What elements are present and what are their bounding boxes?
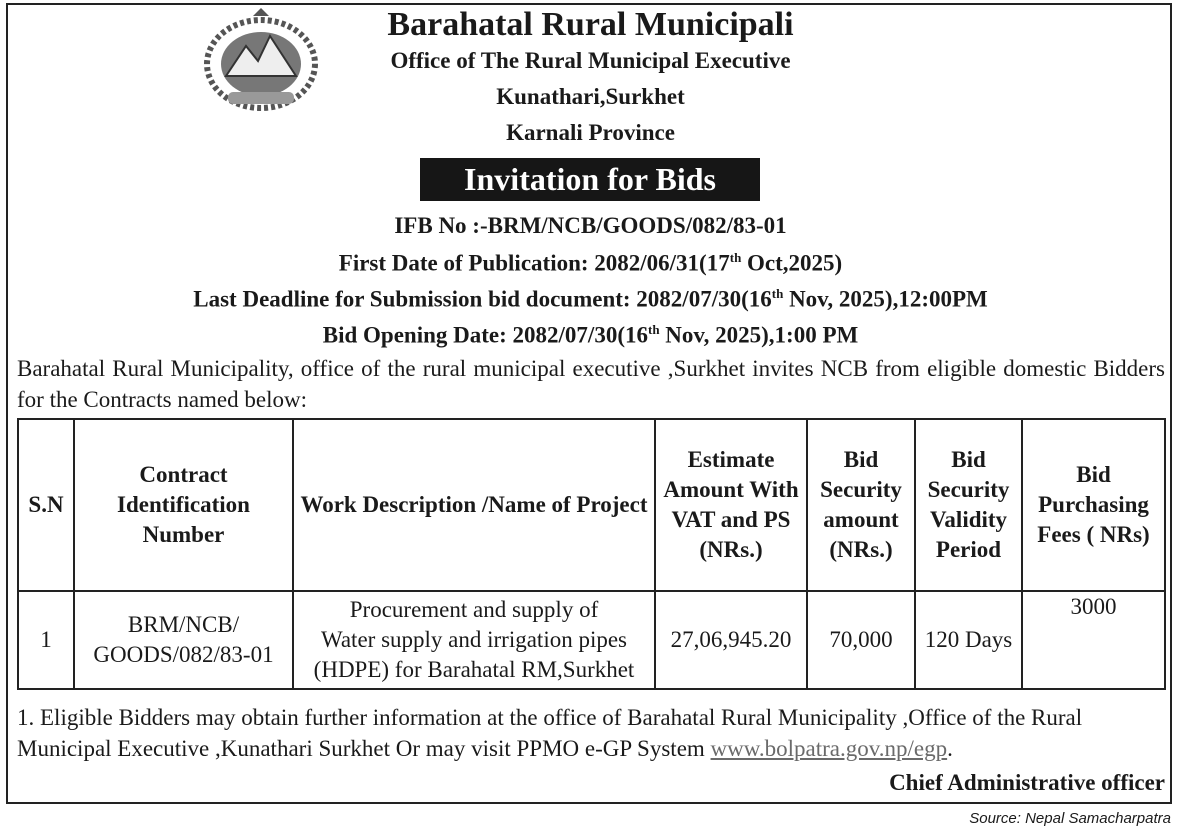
header-work-description: Work Description /Name of Project [293,419,655,591]
header-sn: S.N [18,419,74,591]
information-note: 1. Eligible Bidders may obtain further information at the office of Barahatal Rural Municipality ,Office of the Rural Municipal Executive ,Kunathari Surkhet Or may visit PPMO e-GP System www.bolpatra.gov.np/egp. [17,705,1083,761]
bid-opening-date: Bid Opening Date: 2082/07/30(16th Nov, 2025),1:00 PM [322,322,859,348]
header-contract-id: Contract Identification Number [74,419,293,591]
submission-deadline: Last Deadline for Submission bid document: 2082/07/30(16th Nov, 2025),12:00PM [193,286,988,312]
cell-contract-id: BRM/NCB/ GOODS/082/83-01 [74,591,293,689]
egp-link[interactable]: www.bolpatra.gov.np/egp [710,736,948,761]
table-row [18,591,1165,689]
first-publication-date: First Date of Publication: 2082/06/31(17th Oct,2025) [338,250,843,276]
cell-sn: 1 [18,591,74,689]
header-purchasing-fees: Bid Purchasing Fees ( NRs) [1022,419,1165,591]
intro-paragraph: Barahatal Rural Municipality, office of the rural municipal executive ,Surkhet invites NCB from eligible domestic Bidders for the Contracts named below: [17,356,1165,412]
province-line: Karnali Province [506,120,675,145]
cell-validity-period: 120 Days [915,591,1022,689]
office-name: Office of The Rural Municipal Executive [390,48,791,73]
table-header-row [18,419,1165,591]
location-line: Kunathari,Surkhet [496,84,685,109]
source-credit: Source: Nepal Samacharpatra [969,810,1171,827]
municipality-title: Barahatal Rural Municipali [387,6,794,43]
header-validity-period: Bid Security Validity Period [915,419,1022,591]
cell-work-description: Procurement and supply of Water supply and irrigation pipes (HDPE) for Barahatal RM,Surkhet [293,591,655,689]
bid-table [17,418,1166,690]
invitation-banner: Invitation for Bids [420,158,760,201]
cell-purchasing-fees: 3000 [1022,591,1165,689]
signatory-title: Chief Administrative officer [889,770,1165,795]
ifb-number: IFB No :-BRM/NCB/GOODS/082/83-01 [394,213,787,238]
header-estimate-amount: Estimate Amount With VAT and PS (NRs.) [655,419,807,591]
header-bid-security: Bid Security amount (NRs.) [807,419,915,591]
cell-bid-security: 70,000 [807,591,915,689]
cell-estimate-amount: 27,06,945.20 [655,591,807,689]
